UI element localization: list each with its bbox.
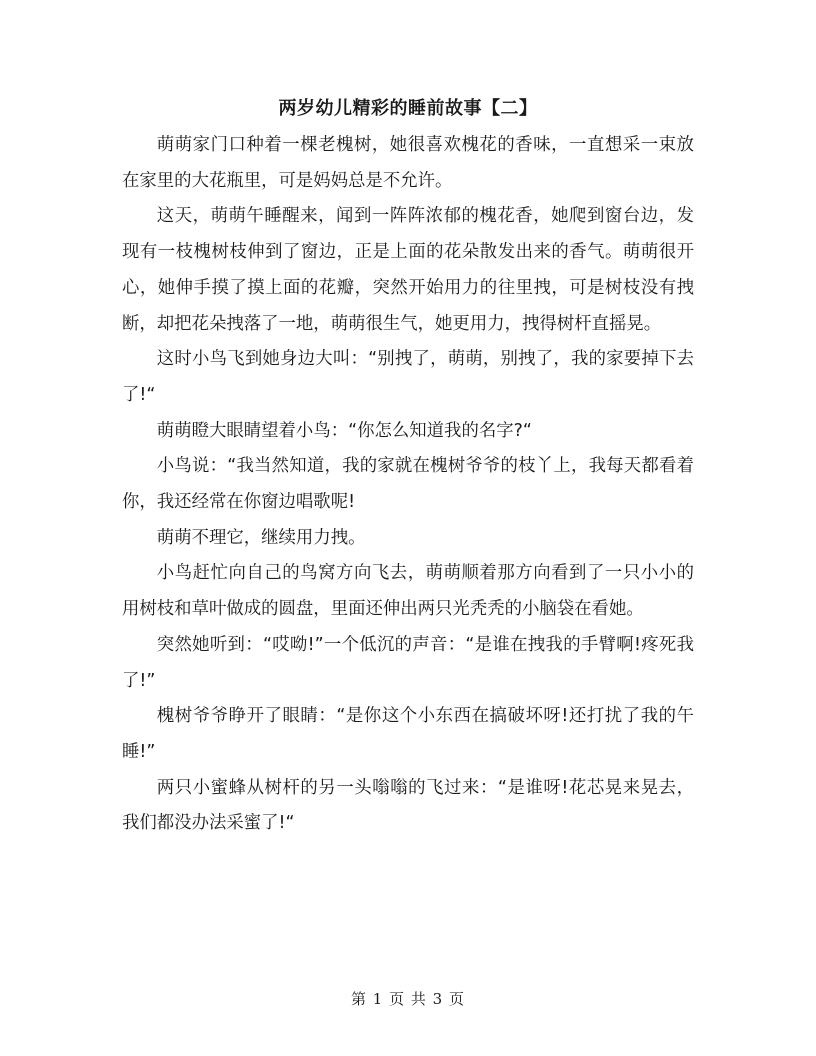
paragraph: 槐树爷爷睁开了眼睛：“是你这个小东西在搞破坏呀!还打扰了我的午睡!” <box>122 706 694 762</box>
paragraph: 萌萌瞪大眼睛望着小鸟：“你怎么知道我的名字?“ <box>156 420 532 441</box>
paragraph: 这时小鸟飞到她身边大叫：“别拽了，萌萌，别拽了，我的家要掉下去了!“ <box>122 349 694 405</box>
paragraph: 萌萌不理它，继续用力拽。 <box>156 527 366 548</box>
paragraph: 两只小蜜蜂从树杆的另一头嗡嗡的飞过来：“是谁呀!花芯晃来晃去，我们都没办法采蜜了!“ <box>122 777 694 834</box>
document-title: 两岁幼儿精彩的睡前故事【二】 <box>278 98 538 119</box>
page-number-footer: 第 1 页 共 3 页 <box>351 990 465 1008</box>
paragraph: 突然她听到：“哎呦!”一个低沉的声音：“是谁在拽我的手臂啊!疼死我了!” <box>122 634 694 691</box>
document-body <box>122 128 694 842</box>
paragraph: 这天，萌萌午睡醒来，闻到一阵阵浓郁的槐花香，她爬到窗台边，发现有一枝槐树枝伸到了窗边，正是上面的花朵散发出来的香气。萌萌很开心，她伸手摸了摸上面的花瓣，突然开始用力的往里拽，可是树枝没有拽断，却把花朵拽落了一地，萌萌很生气，她更用力，拽得树杆直摇晃。 <box>122 206 694 334</box>
paragraph: 小鸟赶忙向自己的鸟窝方向飞去，萌萌顺着那方向看到了一只小小的用树枝和草叶做成的圆盘，里面还伸出两只光秃秃的小脑袋在看她。 <box>122 563 694 620</box>
paragraph: 小鸟说：“我当然知道，我的家就在槐树爷爷的枝丫上，我每天都看着你，我还经常在你窗边唱歌呢! <box>122 456 694 513</box>
paragraph: 萌萌家门口种着一棵老槐树，她很喜欢槐花的香味，一直想采一束放在家里的大花瓶里，可是妈妈总是不允许。 <box>122 135 694 191</box>
